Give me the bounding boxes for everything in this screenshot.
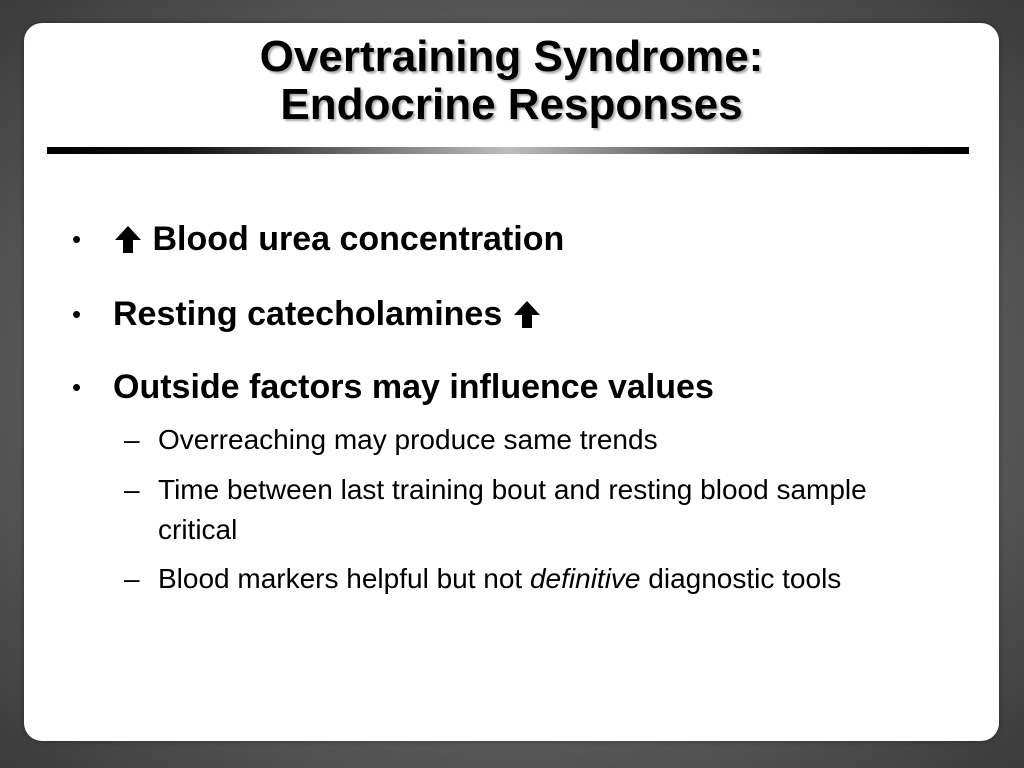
up-arrow-icon [512, 299, 542, 329]
subbullet-text: Time between last training bout and resting blood sample critical [158, 474, 867, 545]
title-line-2: Endocrine Responses [280, 80, 743, 129]
title-line-1: Overtraining Syndrome: [259, 32, 764, 81]
subbullet-text-after: diagnostic tools [640, 563, 842, 594]
bullet-dot: • [72, 372, 82, 402]
subbullet-text-emphasis: definitive [529, 563, 641, 594]
bullet-dot: • [72, 299, 82, 329]
subbullet-text-before: Blood markers helpful but not [158, 563, 530, 594]
subbullet-item-blood-markers [124, 559, 914, 599]
bullet-dot: • [72, 224, 82, 254]
bullet-text: Resting catecholamines [113, 295, 503, 333]
subbullet-dash: – [124, 424, 140, 455]
subbullet-dash: – [124, 474, 140, 505]
subbullet-text: Overreaching may produce same trends [158, 424, 658, 455]
bullet-text: Outside factors may influence values [113, 368, 714, 406]
bullet-item-blood-urea [72, 219, 564, 259]
subbullet-text [158, 559, 914, 599]
bullet-item-catecholamines [72, 294, 542, 334]
subbullet-item-overreaching [124, 420, 914, 460]
bullet-text: Blood urea concentration [152, 220, 565, 258]
subbullet-dash: – [124, 563, 140, 594]
bullet-item-outside-factors [72, 367, 714, 407]
up-arrow-icon [113, 224, 143, 254]
bullet-list [24, 23, 999, 741]
subbullet-item-timing [124, 470, 914, 550]
slide [24, 23, 999, 741]
